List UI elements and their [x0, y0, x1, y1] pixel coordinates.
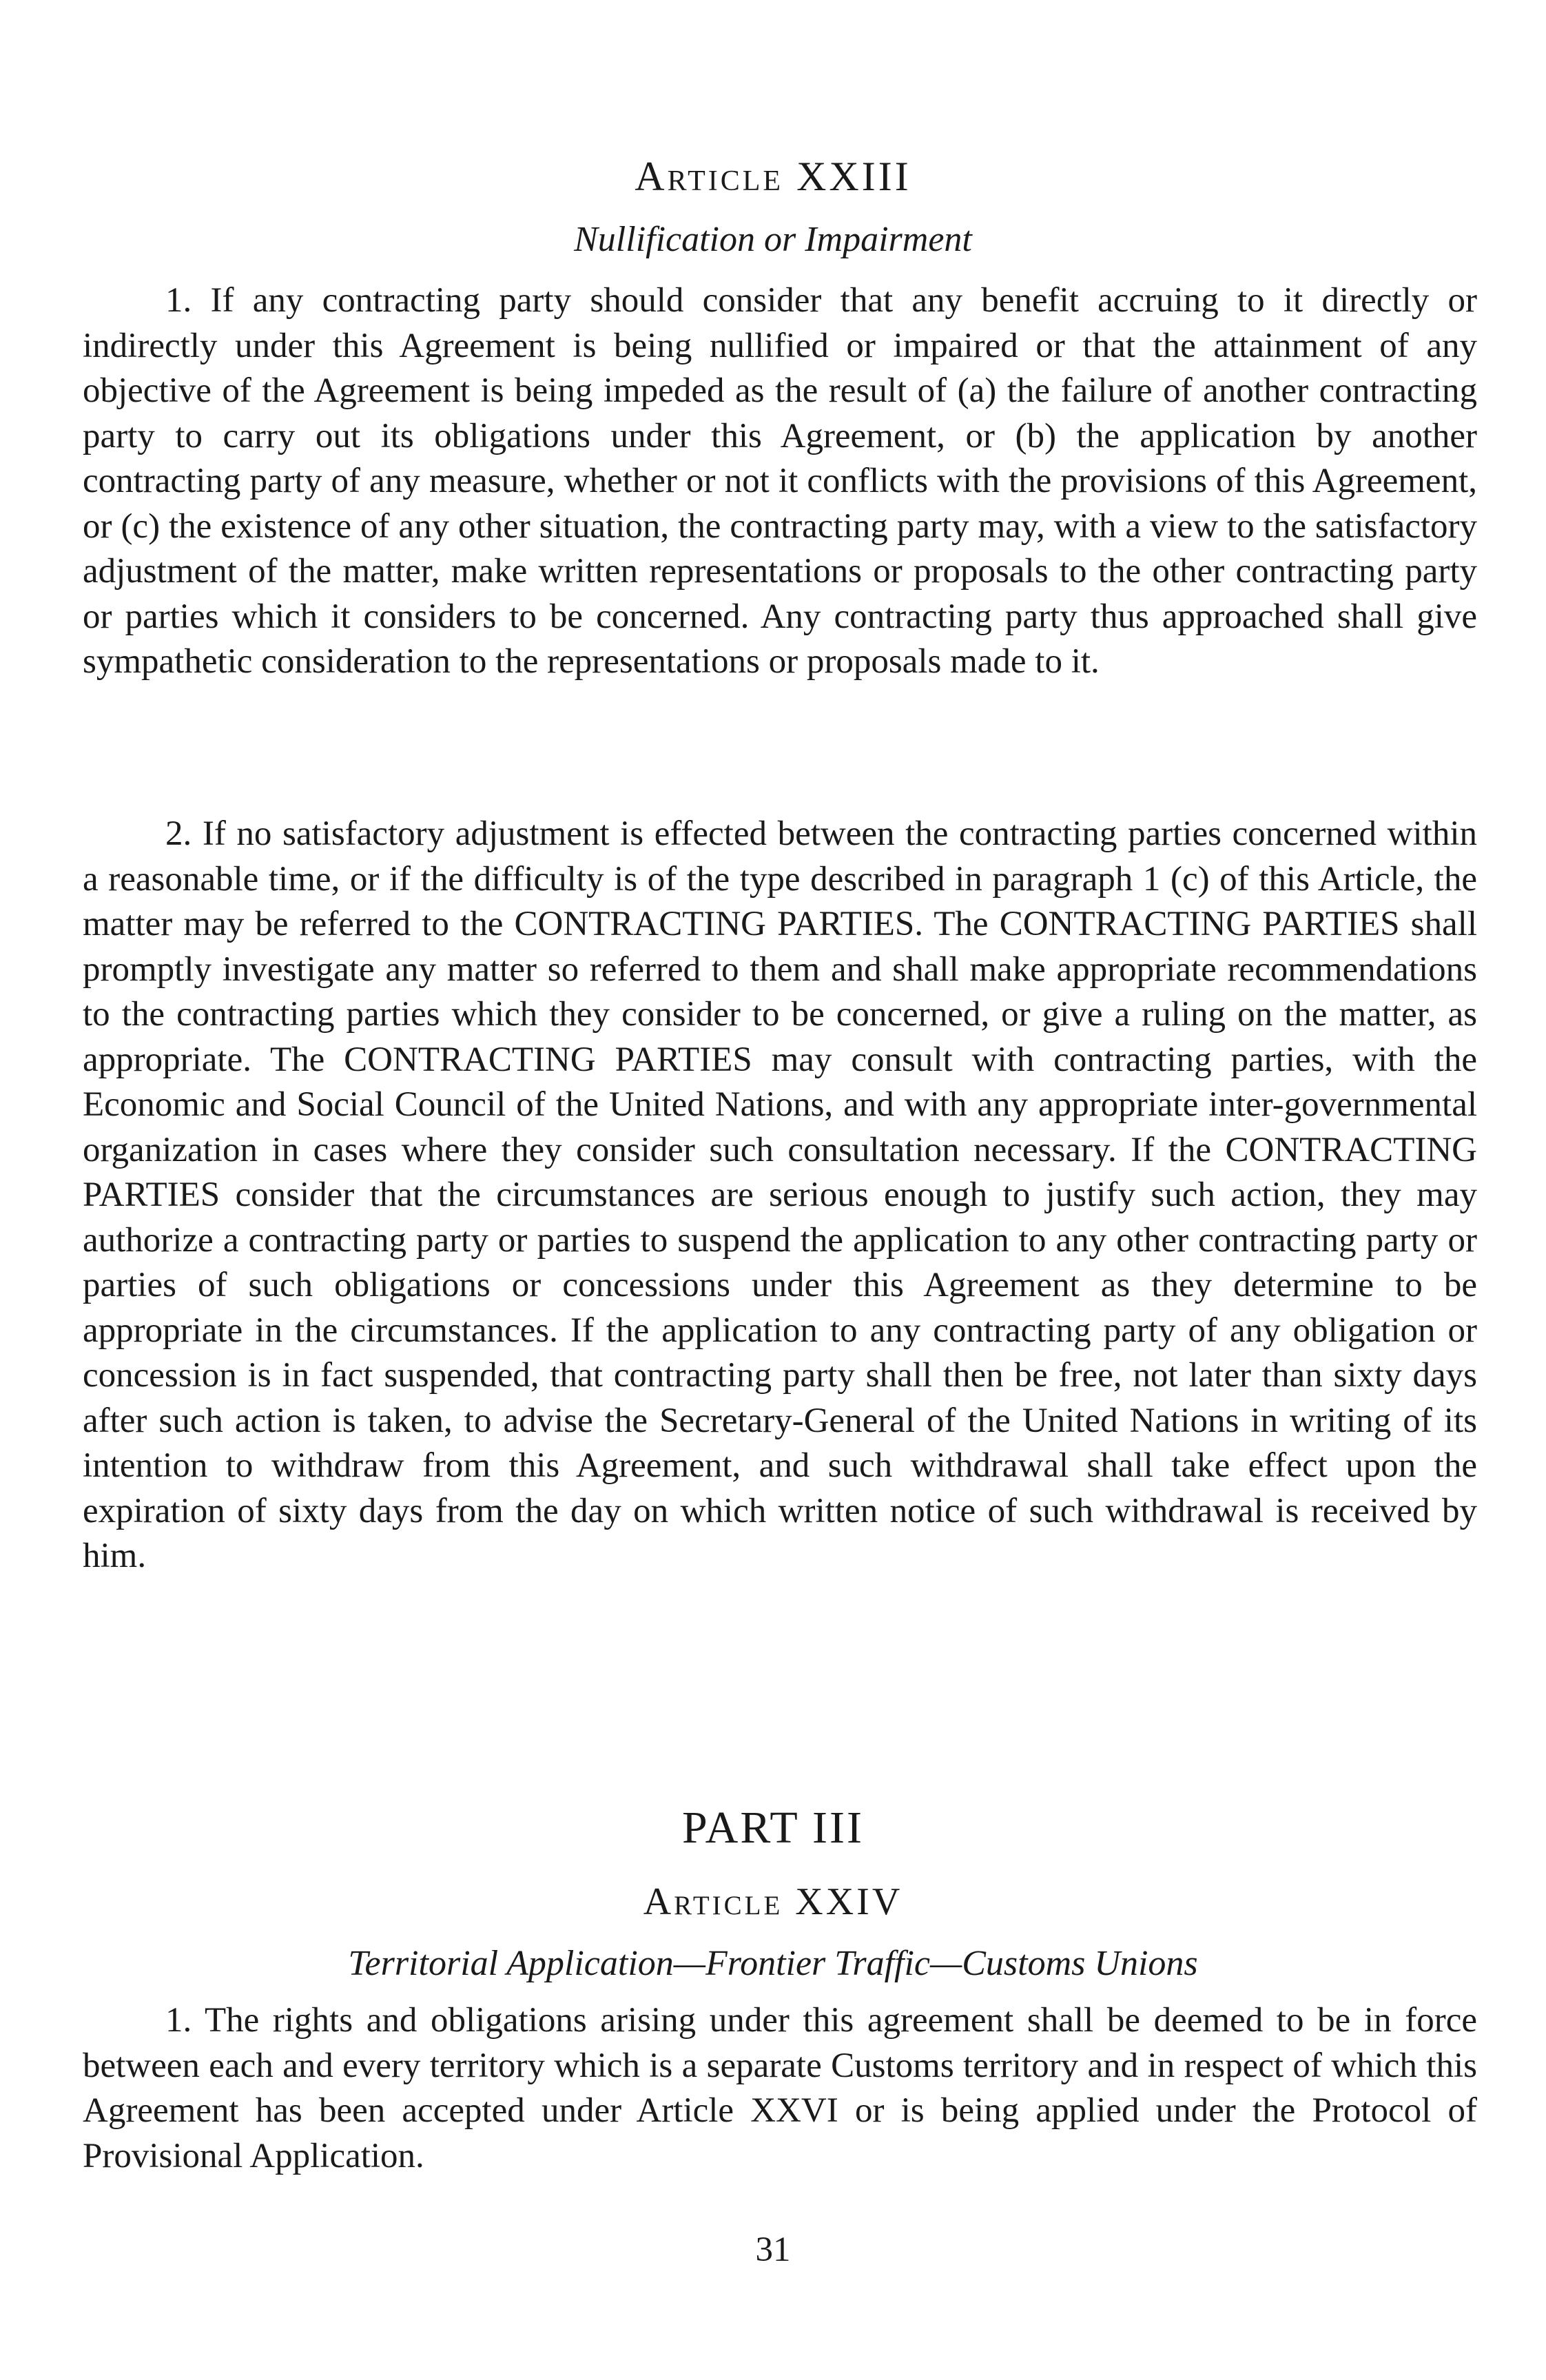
article-23-paragraph-2: 2. If no satisfactory adjustment is effected between the contracting parties concerned within a reasonable time, or if the difficulty is of the type described in paragraph 1 (c) of this Article, the matter may be referred to the CONTRACTING PARTIES. The CONTRACTING PARTIES shall promptly investigate any matter so referred to them and shall make appropriate recommendations to the contracting parties which they consider to be concerned, or give a ruling on the matter, as appropriate. The CONTRACTING PARTIES may consult with contracting parties, with the Economic and Social Council of the United Nations, and with any appropriate inter-governmental organization in cases where they consider such consultation necessary. If the CONTRACTING PARTIES consider that the circumstances are serious enough to justify such action, they may authorize a contracting party or parties to suspend the application to any other contracting party or parties of such obligations or concessions under this Agreement as they determine to be appropriate in the circumstances. If the application to any contracting party of any obligation or concession is in fact suspended, that contracting party shall then be free, not later than sixty days after such action is taken, to advise the Secretary-General of the United Nations in writing of its intention to withdraw from this Agreement, and such withdrawal shall take effect upon the expiration of sixty days from the day on which written notice of such withdrawal is received by him.: [83, 814, 1477, 1575]
article-23-paragraph-1: 1. If any contracting party should consider that any benefit accruing to it directly or indirectly under this Agreement is being nullified or impaired or that the attainment of any objective of the Agreement is being impeded as the result of (a) the failure of another contracting party to carry out its obligations under this Agreement, or (b) the application by another contracting party of any measure, whether or not it conflicts with the provisions of this Agreement, or (c) the existence of any other situation, the contracting party may, with a view to the satisfactory adjustment of the matter, make written representations or proposals to the other contracting party or parties which it considers to be concerned. Any contracting party thus approached shall give sympathetic consideration to the representations or proposals made to it.: [83, 281, 1477, 681]
article-23-heading: Article XXIII: [635, 154, 911, 199]
article-24-paragraph-1-block: [83, 1998, 1477, 2179]
article-23-paragraph-2-block: [83, 812, 1477, 1579]
article-23-paragraph-1-block: [83, 278, 1477, 685]
article-24-subtitle: Territorial Application—Frontier Traffic—Customs Unions: [348, 1944, 1198, 1983]
article-24-paragraph-1: 1. The rights and obligations arising under this agreement shall be deemed to be in force between each and every territory which is a separate Customs territory and in respect of which this Agreement has been accepted under Article XXVI or is being applied under the Protocol of Provisional Application.: [83, 2001, 1477, 2175]
article-23-subtitle: Nullification or Impairment: [574, 220, 972, 259]
part-3-heading: PART III: [682, 1803, 864, 1853]
article-24-heading: Article XXIV: [643, 1880, 903, 1923]
page-number: 31: [755, 2230, 791, 2269]
